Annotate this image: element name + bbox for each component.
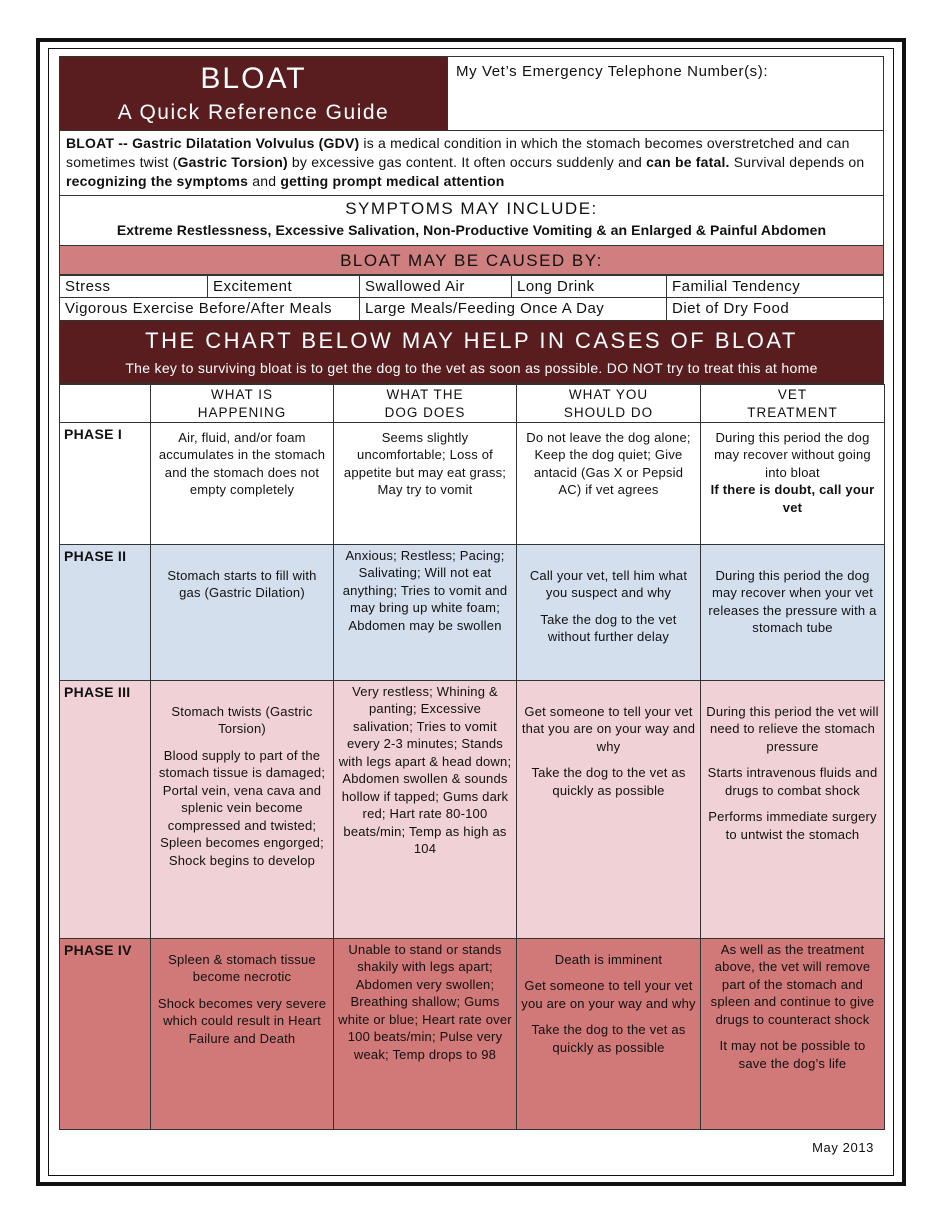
causes-table (59, 275, 884, 298)
intro-fatal: can be fatal. (646, 154, 730, 170)
intro-paragraph (59, 131, 884, 196)
cell-text: Take the dog to the vet without further delay (540, 611, 677, 644)
phase-vet (701, 544, 885, 680)
phase-you (517, 544, 701, 680)
cell-text: Blood supply to part of the stomach tissue is damaged; Portal vein, vena cava and splenic vein become compressed and twisted; Spleen becomes engorged; Shock begins to develop (158, 747, 326, 868)
intro-text: and (248, 173, 281, 189)
vet-phone-box (447, 57, 883, 130)
cause-cell: Stress (60, 276, 208, 298)
cell-text: Seems slightly uncomfortable; Loss of appetite but may eat grass; May try to vomit (343, 429, 507, 497)
phase-happening (151, 938, 334, 1129)
col-dog-line1: WHAT THE (386, 386, 464, 402)
phase-row (60, 544, 885, 680)
causes-title: BLOAT MAY BE CAUSED BY: (59, 246, 884, 275)
cause-cell: Diet of Dry Food (667, 298, 884, 320)
footer-date: May 2013 (812, 1140, 874, 1155)
cause-cell: Vigorous Exercise Before/After Meals (60, 298, 360, 320)
page-title: BLOAT (200, 62, 307, 95)
phase-label: PHASE I (60, 422, 151, 544)
cell-text: Anxious; Restless; Pacing; Salivating; Will not eat anything; Tries to vomit and may bring up white foam; Abdomen may be swollen (342, 547, 508, 633)
causes-table-2 (59, 298, 884, 321)
phase-vet (701, 422, 885, 544)
intro-text: is a medical condition in which the stomach becomes overstretched and can sometimes twist ( (66, 135, 850, 170)
cause-cell: Excitement (208, 276, 360, 298)
col-you (517, 384, 701, 422)
cell-text: Take the dog to the vet as quickly as possible (531, 765, 686, 798)
cause-cell: Swallowed Air (360, 276, 512, 298)
cell-text: Unable to stand or stands shakily with legs apart; Abdomen very swollen; Breathing shallow; Gums white or blue; Heart rate over 100 beats/min; Pulse very weak; Temp drops to 98 (338, 941, 512, 1062)
header-empty (60, 384, 151, 422)
phase-happening (151, 544, 334, 680)
cell-text: During this period the vet will need to relieve the stomach pressure (706, 703, 879, 754)
cell-text: Take the dog to the vet as quickly as possible (531, 1022, 686, 1055)
phases-header-row (60, 384, 885, 422)
intro-text: Survival depends on (729, 154, 865, 170)
phase-row (60, 938, 885, 1129)
phase-you (517, 422, 701, 544)
phase-vet (701, 680, 885, 938)
cell-text: During this period the dog may recover when your vet releases the pressure with a stomach tube (708, 567, 877, 635)
vet-phone-label: My Vet’s Emergency Telephone Number(s): (456, 63, 769, 80)
cell-text: Performs immediate surgery to untwist the stomach (708, 809, 877, 842)
col-vet-line2: TREATMENT (747, 404, 838, 420)
cell-text: Spleen & stomach tissue become necrotic (168, 951, 316, 984)
cause-cell: Long Drink (512, 276, 667, 298)
phase-happening (151, 680, 334, 938)
title-box (60, 57, 447, 130)
symptoms-section (59, 196, 884, 246)
reference-guide (59, 56, 884, 1155)
col-vet (701, 384, 885, 422)
phase-label: PHASE IV (60, 938, 151, 1129)
phase-you (517, 938, 701, 1129)
phase-dog (334, 938, 517, 1129)
col-vet-line1: VET (777, 386, 808, 402)
cause-cell: Familial Tendency (667, 276, 884, 298)
intro-symptoms: recognizing the symptoms (66, 173, 249, 189)
cell-text: Shock becomes very severe which could result in Heart Failure and Death (157, 995, 327, 1046)
phase-happening (151, 422, 334, 544)
cell-text-bold: If there is doubt, call your vet (710, 482, 875, 515)
phase-dog (334, 422, 517, 544)
cell-text: During this period the dog may recover without going into bloat (714, 429, 871, 480)
cell-text: Death is imminent (554, 951, 663, 967)
col-happening-line1: WHAT IS (210, 386, 273, 402)
intro-term: BLOAT -- Gastric Dilatation Volvulus (GDV) (66, 135, 360, 151)
phase-label: PHASE III (60, 680, 151, 938)
col-you-line2: SHOULD DO (563, 404, 654, 420)
col-dog-line2: DOG DOES (384, 404, 466, 420)
col-happening-line2: HAPPENING (197, 404, 287, 420)
col-dog (334, 384, 517, 422)
cell-text: As well as the treatment above, the vet will remove part of the stomach and spleen and continue to give drugs to counteract shock (710, 941, 875, 1027)
cell-text: Stomach twists (Gastric Torsion) (171, 703, 313, 736)
cell-text: Air, fluid, and/or foam accumulates in the stomach and the stomach does not empty completely (158, 429, 326, 497)
phase-dog (334, 680, 517, 938)
intro-text: by excessive gas content. It often occurs suddenly and (287, 154, 647, 170)
phase-you (517, 680, 701, 938)
cell-text: Very restless; Whining & panting; Excessive salivation; Tries to vomit every 2-3 minutes; Stands with legs apart & head down; Abdomen swollen & sounds hollow if tapped; Gums dark red; Hart rate 80-100 beats/min; Temp as high as 104 (338, 683, 512, 856)
phase-dog (334, 544, 517, 680)
phase-row (60, 422, 885, 544)
header (59, 56, 884, 131)
cell-text: Call your vet, tell him what you suspect and why (529, 567, 688, 600)
symptoms-text: Extreme Restlessness, Excessive Salivation, Non-Productive Vomiting & an Enlarged & Painful Abdomen (116, 222, 827, 238)
cell-text: Get someone to tell your vet you are on your way and why (521, 978, 696, 1011)
phase-label: PHASE II (60, 544, 151, 680)
cell-text: Stomach starts to fill with gas (Gastric Dilation) (167, 567, 317, 600)
intro-torsion: Gastric Torsion) (177, 154, 288, 170)
phase-row (60, 680, 885, 938)
cell-text: Do not leave the dog alone; Keep the dog quiet; Give antacid (Gas X or Pepsid AC) if vet agrees (526, 429, 691, 497)
cell-text: Starts intravenous fluids and drugs to combat shock (707, 765, 878, 798)
col-you-line1: WHAT YOU (568, 386, 649, 402)
phases-table (59, 384, 885, 1130)
cell-text: Get someone to tell your vet that you are on your way and why (521, 703, 696, 754)
cause-cell: Large Meals/Feeding Once A Day (360, 298, 667, 320)
chart-subtitle: The key to surviving bloat is to get the dog to the vet as soon as possible. DO NOT try to treat this at home (125, 359, 818, 376)
chart-title: THE CHART BELOW MAY HELP IN CASES OF BLOAT (145, 327, 798, 353)
chart-title-box (59, 321, 884, 384)
page-subtitle: A Quick Reference Guide (117, 101, 390, 124)
intro-attention: getting prompt medical attention (280, 173, 505, 189)
symptoms-title: SYMPTOMS MAY INCLUDE: (345, 199, 598, 218)
cell-text: It may not be possible to save the dog’s life (719, 1038, 866, 1071)
phase-vet (701, 938, 885, 1129)
col-happening (151, 384, 334, 422)
